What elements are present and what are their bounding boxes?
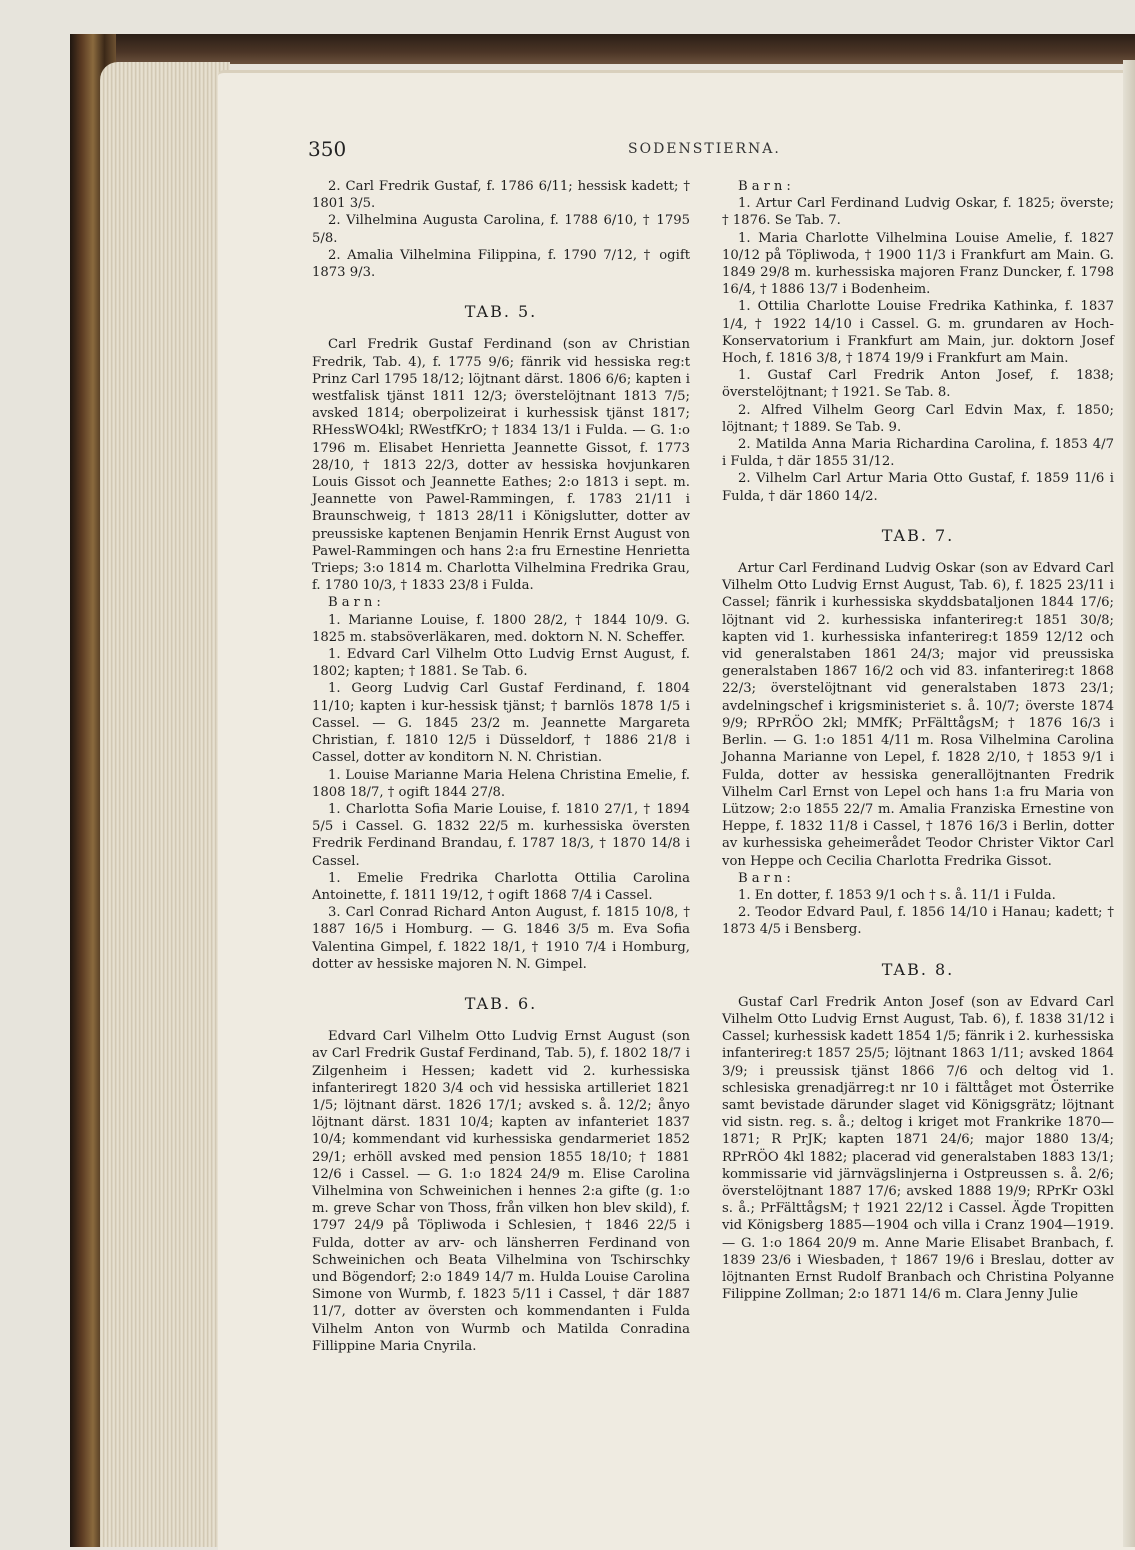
table-heading: TAB. 6. [464, 993, 538, 1013]
entry-paragraph: Edvard Carl Vilhelm Otto Ludvig Ernst August (son av Carl Fredrik Gustaf Ferdinand, Tab. 5), f. 1802 18/7 i Zilgenheim i Hessen; kadett vid 2. kurhessiska infanteriregt 1820 3/4 och vid hessiska artilleriet 1821 1/5; löjtnant därst. 1826 17/1; avsked s. å. 12/2; ånyo löjtnant därst. 1831 10/4; kapten av infanteriet 1837 10/4; kommendant vid kurhessiska gendarmeriet 1852 29/1; erhöll avsked med pension 1855 18/10; † 1881 12/6 i Cassel. — G. 1:o 1824 24/9 m. Elise Carolina Vilhelmina von Schweinichen i hennes 2:a gifte (g. 1:o m. greve Schar von Thoss, från vilken hon blev skild), f. 1797 24/9 på Töpliwoda i Schlesien, † 1846 22/5 i Fulda, dotter av arv- och länsherren Ferdinand von Schweinichen och Beata Vilhelmina von Tschirschky und Bögendorf; 2:o 1849 14/7 m. Hulda Louise Carolina Simone von Wurmb, f. 1823 5/11 i Cassel, † där 1887 11/7, dotter av översten och kommendanten i Fulda Vilhelm Anton von Wurmb och Matilda Conradina Fillippine Maria Cnyrila. [312, 1029, 690, 1354]
page-right-edge [1123, 60, 1135, 1547]
children-label: Barn: [738, 179, 795, 194]
entry-paragraph: Gustaf Carl Fredrik Anton Josef (son av Edvard Carl Vilhelm Otto Ludvig Ernst August, Tab. 6), f. 1838 31/12 i Cassel; kurhessisk kadett 1854 1/5; fänrik i 2. kurhessiska infanterireg:t 1857 25/5; löjtnant 1863 1/11; avsked 1864 3/9; i preussisk tjänst 1866 7/6 och deltog vid 1. schlesiska grenadjärreg:t nr 10 i fälttåget mot Österrike samt bevistade därunder slaget vid Königsgrätz; löjtnant vid sistn. reg. s. å.; deltog i kriget mot Frankrike 1870—1871; R PrJK; kapten 1871 24/6; major 1880 13/4; RPrRÖO 4kl 1882; placerad vid generalstaben 1883 13/1; kommissarie vid järnvägslinjerna i Ostpreussen s. å. 2/6; överstelöjtnant 1887 17/6; avsked 1888 19/9; RPrKr O3kl s. å.; PrFälttågsM; † 1921 22/12 i Cassel. Ägde Tropitten vid Königsberg 1885—1904 och villa i Cranz 1904—1919. — G. 1:o 1864 20/9 m. Anne Marie Elisabet Branbach, f. 1839 23/6 i Wiesbaden, † 1867 19/6 i Breslau, dotter av löjtnanten Ernst Rudolf Branbach och Christina Polyanne Filippine Zollman; 2:o 1871 14/6 m. Clara Jenny Julie [722, 994, 1114, 1303]
children-label: Barn: [328, 595, 385, 611]
entry-paragraph: 2. Vilhelmina Augusta Carolina, f. 1788 6/10, † 1795 5/8. [312, 213, 690, 246]
entry-paragraph: 1. Edvard Carl Vilhelm Otto Ludvig Ernst August, f. 1802; kapten; † 1881. Se Tab. 6. [312, 647, 690, 680]
book-board-top [70, 34, 1135, 64]
entry-paragraph: 2. Amalia Vilhelmina Filippina, f. 1790 7/12, † ogift 1873 9/3. [312, 247, 690, 281]
entry-paragraph: 2. Vilhelm Carl Artur Maria Otto Gustaf, f. 1859 11/6 i Fulda, † där 1860 14/2. [722, 471, 1114, 504]
entry-paragraph: 2. Matilda Anna Maria Richardina Carolina, f. 1853 4/7 i Fulda, † där 1855 31/12. [722, 437, 1114, 470]
table-heading: TAB. 8. [881, 959, 955, 979]
entry-paragraph: 1. Maria Charlotte Vilhelmina Louise Amelie, f. 1827 10/12 på Töpliwoda, † 1900 11/3 i Frankfurt am Main. G. 1849 29/8 m. kurhessiska majoren Franz Duncker, f. 1798 16/4, † 1886 13/7 i Bodenheim. [722, 230, 1114, 298]
entry-paragraph: 2. Alfred Vilhelm Georg Carl Edvin Max, f. 1850; löjtnant; † 1889. Se Tab. 9. [722, 402, 1114, 435]
entry-paragraph: 1. Louise Marianne Maria Helena Christina Emelie, f. 1808 18/7, † ogift 1844 27/8. [312, 767, 690, 800]
entry-paragraph: 1. Ottilia Charlotte Louise Fredrika Kathinka, f. 1837 1/4, † 1922 14/10 i Cassel. G. m. grundaren av Hoch-Konservatorium i Frankfurt am Main, jur. doktorn Josef Hoch, f. 1816 3/8, † 1874 19/9 i Frankfurt am Main. [722, 299, 1114, 367]
entry-paragraph: 1. Charlotta Sofia Marie Louise, f. 1810 27/1, † 1894 5/5 i Cassel. G. 1832 22/5 m. kurhessiska översten Fredrik Ferdinand Brandau, f. 1787 18/3, † 1870 14/8 i Cassel. [312, 801, 690, 869]
entry-paragraph: 1. Marianne Louise, f. 1800 28/2, † 1844 10/9. G. 1825 m. stabsöverläkaren, med. doktorn N. N. Scheffer. [312, 612, 690, 645]
table-heading: TAB. 7. [881, 525, 955, 545]
page-number: 350 [308, 137, 347, 161]
right-column [722, 178, 1114, 1303]
left-column [312, 178, 690, 1355]
entry-paragraph: Carl Fredrik Gustaf Ferdinand (son av Christian Fredrik, Tab. 4), f. 1775 9/6; fänrik vid hessiska reg:t Prinz Carl 1795 18/12; löjtnant därst. 1806 6/6; kapten i westfalisk tjänst 1811 12/3; överstelöjtnant 1813 7/5; avsked 1814; oberpolizeirat i kurhessisk tjänst 1817; RHessWO4kl; RWestfKrO; † 1834 13/1 i Fulda. — G. 1:o 1796 m. Elisabet Henrietta Jeannette Gissot, f. 1773 28/10, † 1813 22/3, dotter av hessiska hovjunkaren Louis Gissot och Jeannette Eathes; 2:o 1813 i sept. m. Jeannette von Pawel-Rammingen, f. 1783 21/11 i Braunschweig, † 1813 28/11 i Königslutter, dotter av preussiske kaptenen Benjamin Henrik Ernst August von Pawel-Rammingen och hans 2:a fru Ernestine Henrietta Trieps; 3:o 1814 m. Charlotta Vilhelmina Fredrika Grau, f. 1780 10/3, † 1833 23/8 i Fulda. [312, 337, 690, 594]
page-header [308, 137, 1098, 167]
entry-paragraph: 1. Artur Carl Ferdinand Ludvig Oskar, f. 1825; överste; † 1876. Se Tab. 7. [722, 196, 1114, 229]
entry-paragraph: 1. En dotter, f. 1853 9/1 och † s. å. 11/1 i Fulda. [738, 887, 1056, 903]
entry-paragraph: 2. Carl Fredrik Gustaf, f. 1786 6/11; hessisk kadett; † 1801 3/5. [312, 179, 690, 212]
entry-paragraph: Artur Carl Ferdinand Ludvig Oskar (son av Edvard Carl Vilhelm Otto Ludvig Ernst August, Tab. 6), f. 1825 23/11 i Cassel; fänrik i kurhessiska skyddsbataljonen 1844 17/6; löjtnant vid 2. kurhessiska infanterireg:t 1851 30/8; kapten vid 1. kurhessiska infanterireg:t 1859 12/12 och vid generalstaben 1861 24/3; major vid preussiska generalstaben 1867 16/2 och vid 83. infanterireg:t 1868 22/3; överstelöjtnant vid generalstaben 1873 23/1; avdelningschef i krigsministeriet s. å. 10/7; överste 1874 9/9; RPrRÖO 2kl; MMfK; PrFälttågsM; † 1876 16/3 i Berlin. — G. 1:o 1851 4/11 m. Rosa Vilhelmina Carolina Johanna Marianne von Lepel, f. 1828 2/10, † 1853 9/1 i Fulda, dotter av hessiska generallöjtnanten Fredrik Vilhelm Carl Ernst von Lepel och hans 1:a fru Maria von Lützow; 2:o 1855 22/7 m. Amalia Franziska Ernestine von Heppe, f. 1832 11/8 i Cassel, † 1876 16/3 i Berlin, dotter av kurhessiska geheimerådet Teodor Christer Viktor Carl von Heppe och Cecilia Charlotta Fredrika Gissot. [722, 561, 1114, 869]
entry-paragraph: 1. Gustaf Carl Fredrik Anton Josef, f. 1838; överstelöjtnant; † 1921. Se Tab. 8. [722, 368, 1114, 401]
running-head: SODENSTIERNA. [628, 141, 781, 157]
table-heading: TAB. 5. [464, 302, 538, 322]
entry-paragraph: 2. Teodor Edvard Paul, f. 1856 14/10 i Hanau; kadett; † 1873 4/5 i Bensberg. [722, 905, 1114, 938]
page-stack-edges [100, 62, 230, 1547]
entry-paragraph: 1. Emelie Fredrika Charlotta Ottilia Carolina Antoinette, f. 1811 19/12, † ogift 1868 7/4 i Cassel. [312, 870, 690, 903]
children-label: Barn: [738, 870, 795, 886]
entry-paragraph: 1. Georg Ludvig Carl Gustaf Ferdinand, f. 1804 11/10; kapten i kur-hessisk tjänst; † barnlös 1878 1/5 i Cassel. — G. 1845 23/2 m. Jeannette Margareta Christian, f. 1810 12/5 i Düsseldorf, † 1886 21/8 i Cassel, dotter av konditorn N. N. Christian. [312, 681, 690, 766]
entry-paragraph: 3. Carl Conrad Richard Anton August, f. 1815 10/8, † 1887 16/5 i Homburg. — G. 1846 3/5 m. Eva Sofia Valentina Gimpel, f. 1822 18/1, † 1910 7/4 i Homburg, dotter av hessiske majoren N. N. Gimpel. [312, 905, 690, 972]
